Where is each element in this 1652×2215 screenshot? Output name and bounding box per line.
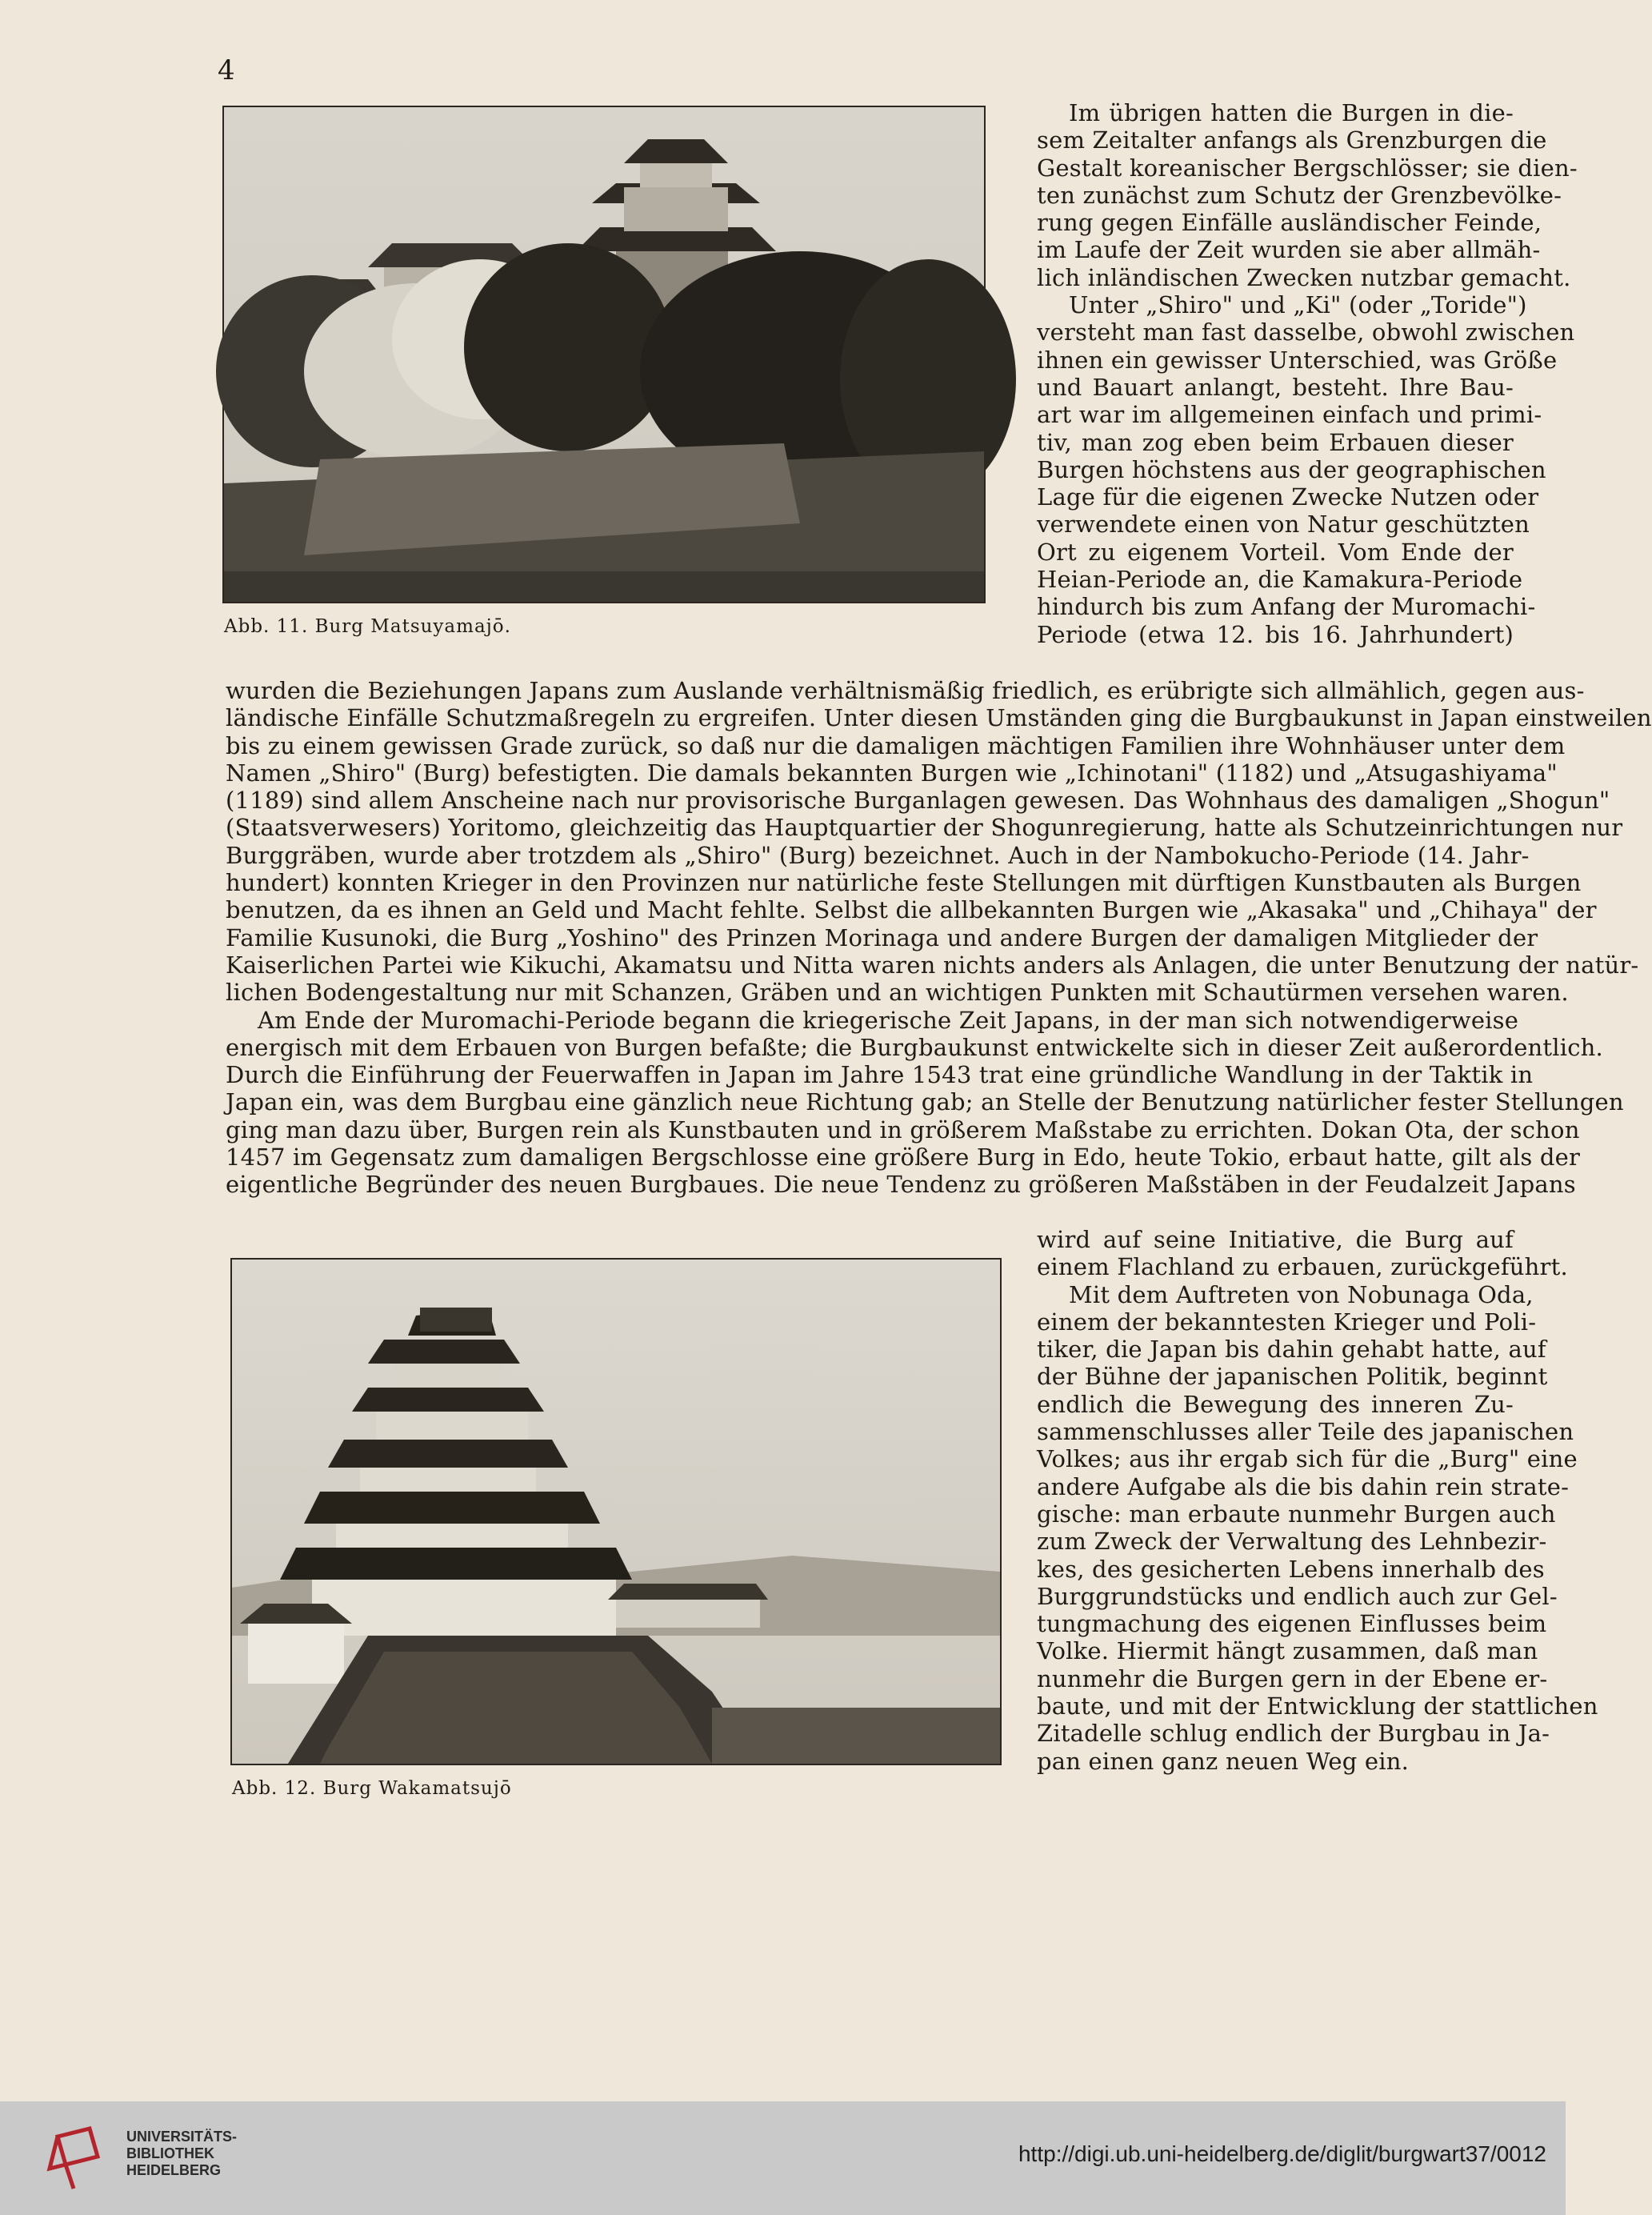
photo-wakamatsu-castle (230, 1258, 1002, 1765)
text-line: Heian-Periode an, die Kamakura-Periode (1037, 566, 1523, 594)
text-line: ging man dazu über, Burgen rein als Kunstbauten und in größerem Maßstabe zu errichten. Dokan Ota, der schon (226, 1116, 1580, 1144)
library-name-line: BIBLIOTHEK (126, 2145, 214, 2161)
text-line: einem der bekanntesten Krieger und Poli- (1037, 1308, 1537, 1336)
text-line: Ort zu eigenem Vorteil. Vom Ende der (1037, 538, 1514, 566)
library-name-line: HEIDELBERG (126, 2162, 222, 2178)
figure-caption-11: Abb. 11. Burg Matsuyamajō. (224, 616, 511, 637)
page-number: 4 (218, 54, 235, 86)
text-line: sammenschlusses aller Teile des japanischen (1037, 1418, 1574, 1446)
text-line: pan einen ganz neuen Weg ein. (1037, 1747, 1410, 1775)
text-line: art war im allgemeinen einfach und primi- (1037, 401, 1542, 429)
library-logo-icon (42, 2121, 114, 2193)
text-line: tiv, man zog eben beim Erbauen dieser (1037, 428, 1514, 456)
text-line: ländische Einfälle Schutzmaßregeln zu ergreifen. Unter diesen Umständen ging die Burgbaukunst in Japan einstweilen (226, 704, 1652, 732)
text-line: Gestalt koreanischer Bergschlösser; sie dien- (1037, 154, 1578, 182)
text-line: gische: man erbaute nunmehr Burgen auch (1037, 1500, 1556, 1528)
text-line: bis zu einem gewissen Grade zurück, so daß nur die damaligen mächtigen Familien ihre Wohnhäuser unter dem (226, 731, 1566, 759)
text-line: baute, und mit der Entwicklung der stattlichen (1037, 1692, 1598, 1720)
text-line: Am Ende der Muromachi-Periode begann die kriegerische Zeit Japans, in der man sich notwendigerweise (258, 1006, 1519, 1034)
text-line: Burgen höchstens aus der geographischen (1037, 455, 1546, 483)
text-line: Durch die Einführung der Feuerwaffen in Japan im Jahre 1543 trat eine gründliche Wandlung in der Taktik in (226, 1061, 1534, 1089)
text-line: lichen Bodengestaltung nur mit Schanzen, Gräben und an wichtigen Punkten mit Schautürmen versehen waren. (226, 979, 1569, 1007)
text-line: energisch mit dem Erbauen von Burgen befaßte; die Burgbaukunst entwickelte sich in dieser Zeit außerordentlich. (226, 1033, 1603, 1061)
text-column-full-width (226, 677, 1652, 1199)
text-line: im Laufe der Zeit wurden sie aber allmäh- (1037, 236, 1541, 264)
text-line: wird auf seine Initiative, die Burg auf (1037, 1226, 1514, 1253)
text-line: Zitadelle schlug endlich der Burgbau in Ja- (1037, 1720, 1550, 1748)
text-line: Familie Kusunoki, die Burg „Yoshino" des Prinzen Morinaga und andere Burgen der damaligen Mitglieder der (226, 923, 1538, 951)
text-line: versteht man fast dasselbe, obwohl zwischen (1037, 318, 1575, 346)
text-line: Japan ein, was dem Burgbau eine gänzlich neue Richtung gab; an Stelle der Benutzung natürlicher fester Stellungen (226, 1088, 1624, 1116)
text-line: hindurch bis zum Anfang der Muromachi- (1037, 593, 1536, 621)
text-column-right-bottom (1037, 1226, 1598, 1775)
text-line: ihnen ein gewisser Unterschied, was Größe (1037, 346, 1558, 374)
text-line: eigentliche Begründer des neuen Burgbaues. Die neue Tendenz zu größeren Maßstäben in der Feudalzeit Japans (226, 1171, 1576, 1199)
text-line: der Bühne der japanischen Politik, beginnt (1037, 1363, 1548, 1391)
figure-caption-12: Abb. 12. Burg Wakamatsujō (232, 1778, 512, 1799)
text-line: wurden die Beziehungen Japans zum Auslande verhältnismäßig friedlich, es erübrigte sich allmählich, gegen aus- (226, 677, 1585, 704)
text-line: Im übrigen hatten die Burgen in die- (1069, 99, 1514, 126)
photo-matsuyama-castle (222, 106, 986, 603)
source-url-link[interactable]: http://digi.ub.uni-heidelberg.de/diglit/burgwart37/0012 (1018, 2141, 1546, 2166)
text-line: andere Aufgabe als die bis dahin rein strate- (1037, 1472, 1570, 1500)
text-line: verwendete einen von Natur geschützten (1037, 511, 1530, 539)
text-line: Periode (etwa 12. bis 16. Jahrhundert) (1037, 620, 1514, 648)
text-line: sem Zeitalter anfangs als Grenzburgen die (1037, 126, 1547, 154)
text-line: (1189) sind allem Anscheine nach nur provisorische Burganlagen gewesen. Das Wohnhaus des damaligen „Shogun" (226, 787, 1610, 815)
text-line: nunmehr die Burgen gern in der Ebene er- (1037, 1664, 1548, 1692)
text-column-right-top (1037, 99, 1578, 648)
text-line: Burggrundstücks und endlich auch zur Gel- (1037, 1582, 1558, 1610)
text-line: lich inländischen Zwecken nutzbar gemacht. (1037, 263, 1571, 291)
library-name (126, 2129, 237, 2179)
text-line: benutzen, da es ihnen an Geld und Macht fehlte. Selbst die allbekannten Burgen wie „Akasaka" und „Chihaya" der (226, 896, 1597, 924)
text-line: tungmachung des eigenen Einflusses beim (1037, 1610, 1547, 1638)
library-name-line: UNIVERSITÄTS- (126, 2129, 238, 2145)
text-line: einem Flachland zu erbauen, zurückgeführt. (1037, 1253, 1568, 1281)
text-line: endlich die Bewegung des inneren Zu- (1037, 1390, 1514, 1418)
text-line: Kaiserlichen Partei wie Kikuchi, Akamatsu und Nitta waren nichts anders als Anlagen, die unter Benutzung der natür- (226, 951, 1639, 979)
text-line: ten zunächst zum Schutz der Grenzbevölke- (1037, 181, 1562, 209)
text-line: Volkes; aus ihr ergab sich für die „Burg" eine (1037, 1445, 1578, 1473)
text-line: und Bauart anlangt, besteht. Ihre Bau- (1037, 373, 1514, 401)
text-line: Lage für die eigenen Zwecke Nutzen oder (1037, 483, 1539, 511)
text-line: Namen „Shiro" (Burg) befestigten. Die damals bekannten Burgen wie „Ichinotani" (1182) und „Atsugashiyama" (226, 759, 1558, 787)
text-line: zum Zweck der Verwaltung des Lehnbezir- (1037, 1528, 1547, 1556)
text-line: tiker, die Japan bis dahin gehabt hatte, auf (1037, 1336, 1546, 1364)
footer-bar (0, 2101, 1566, 2215)
text-line: kes, des gesicherten Lebens innerhalb des (1037, 1555, 1545, 1583)
text-line: Volke. Hiermit hängt zusammen, daß man (1037, 1637, 1538, 1665)
text-line: Burggräben, wurde aber trotzdem als „Shiro" (Burg) bezeichnet. Auch in der Nambokucho-Periode (14. Jahr- (226, 841, 1530, 869)
text-line: hundert) konnten Krieger in den Provinzen nur natürliche feste Stellungen mit dürftigen Kunstbauten als Burgen (226, 869, 1582, 897)
text-line: (Staatsverwesers) Yoritomo, gleichzeitig das Hauptquartier der Shogunregierung, hatte als Schutzeinrichtungen nur (226, 814, 1623, 842)
text-line: rung gegen Einfälle ausländischer Feinde, (1037, 209, 1542, 237)
text-line: Mit dem Auftreten von Nobunaga Oda, (1069, 1280, 1534, 1308)
text-line: 1457 im Gegensatz zum damaligen Bergschlosse eine größere Burg in Edo, heute Tokio, erbaut hatte, gilt als der (226, 1144, 1581, 1172)
text-line: Unter „Shiro" und „Ki" (oder „Toride") (1069, 291, 1527, 319)
